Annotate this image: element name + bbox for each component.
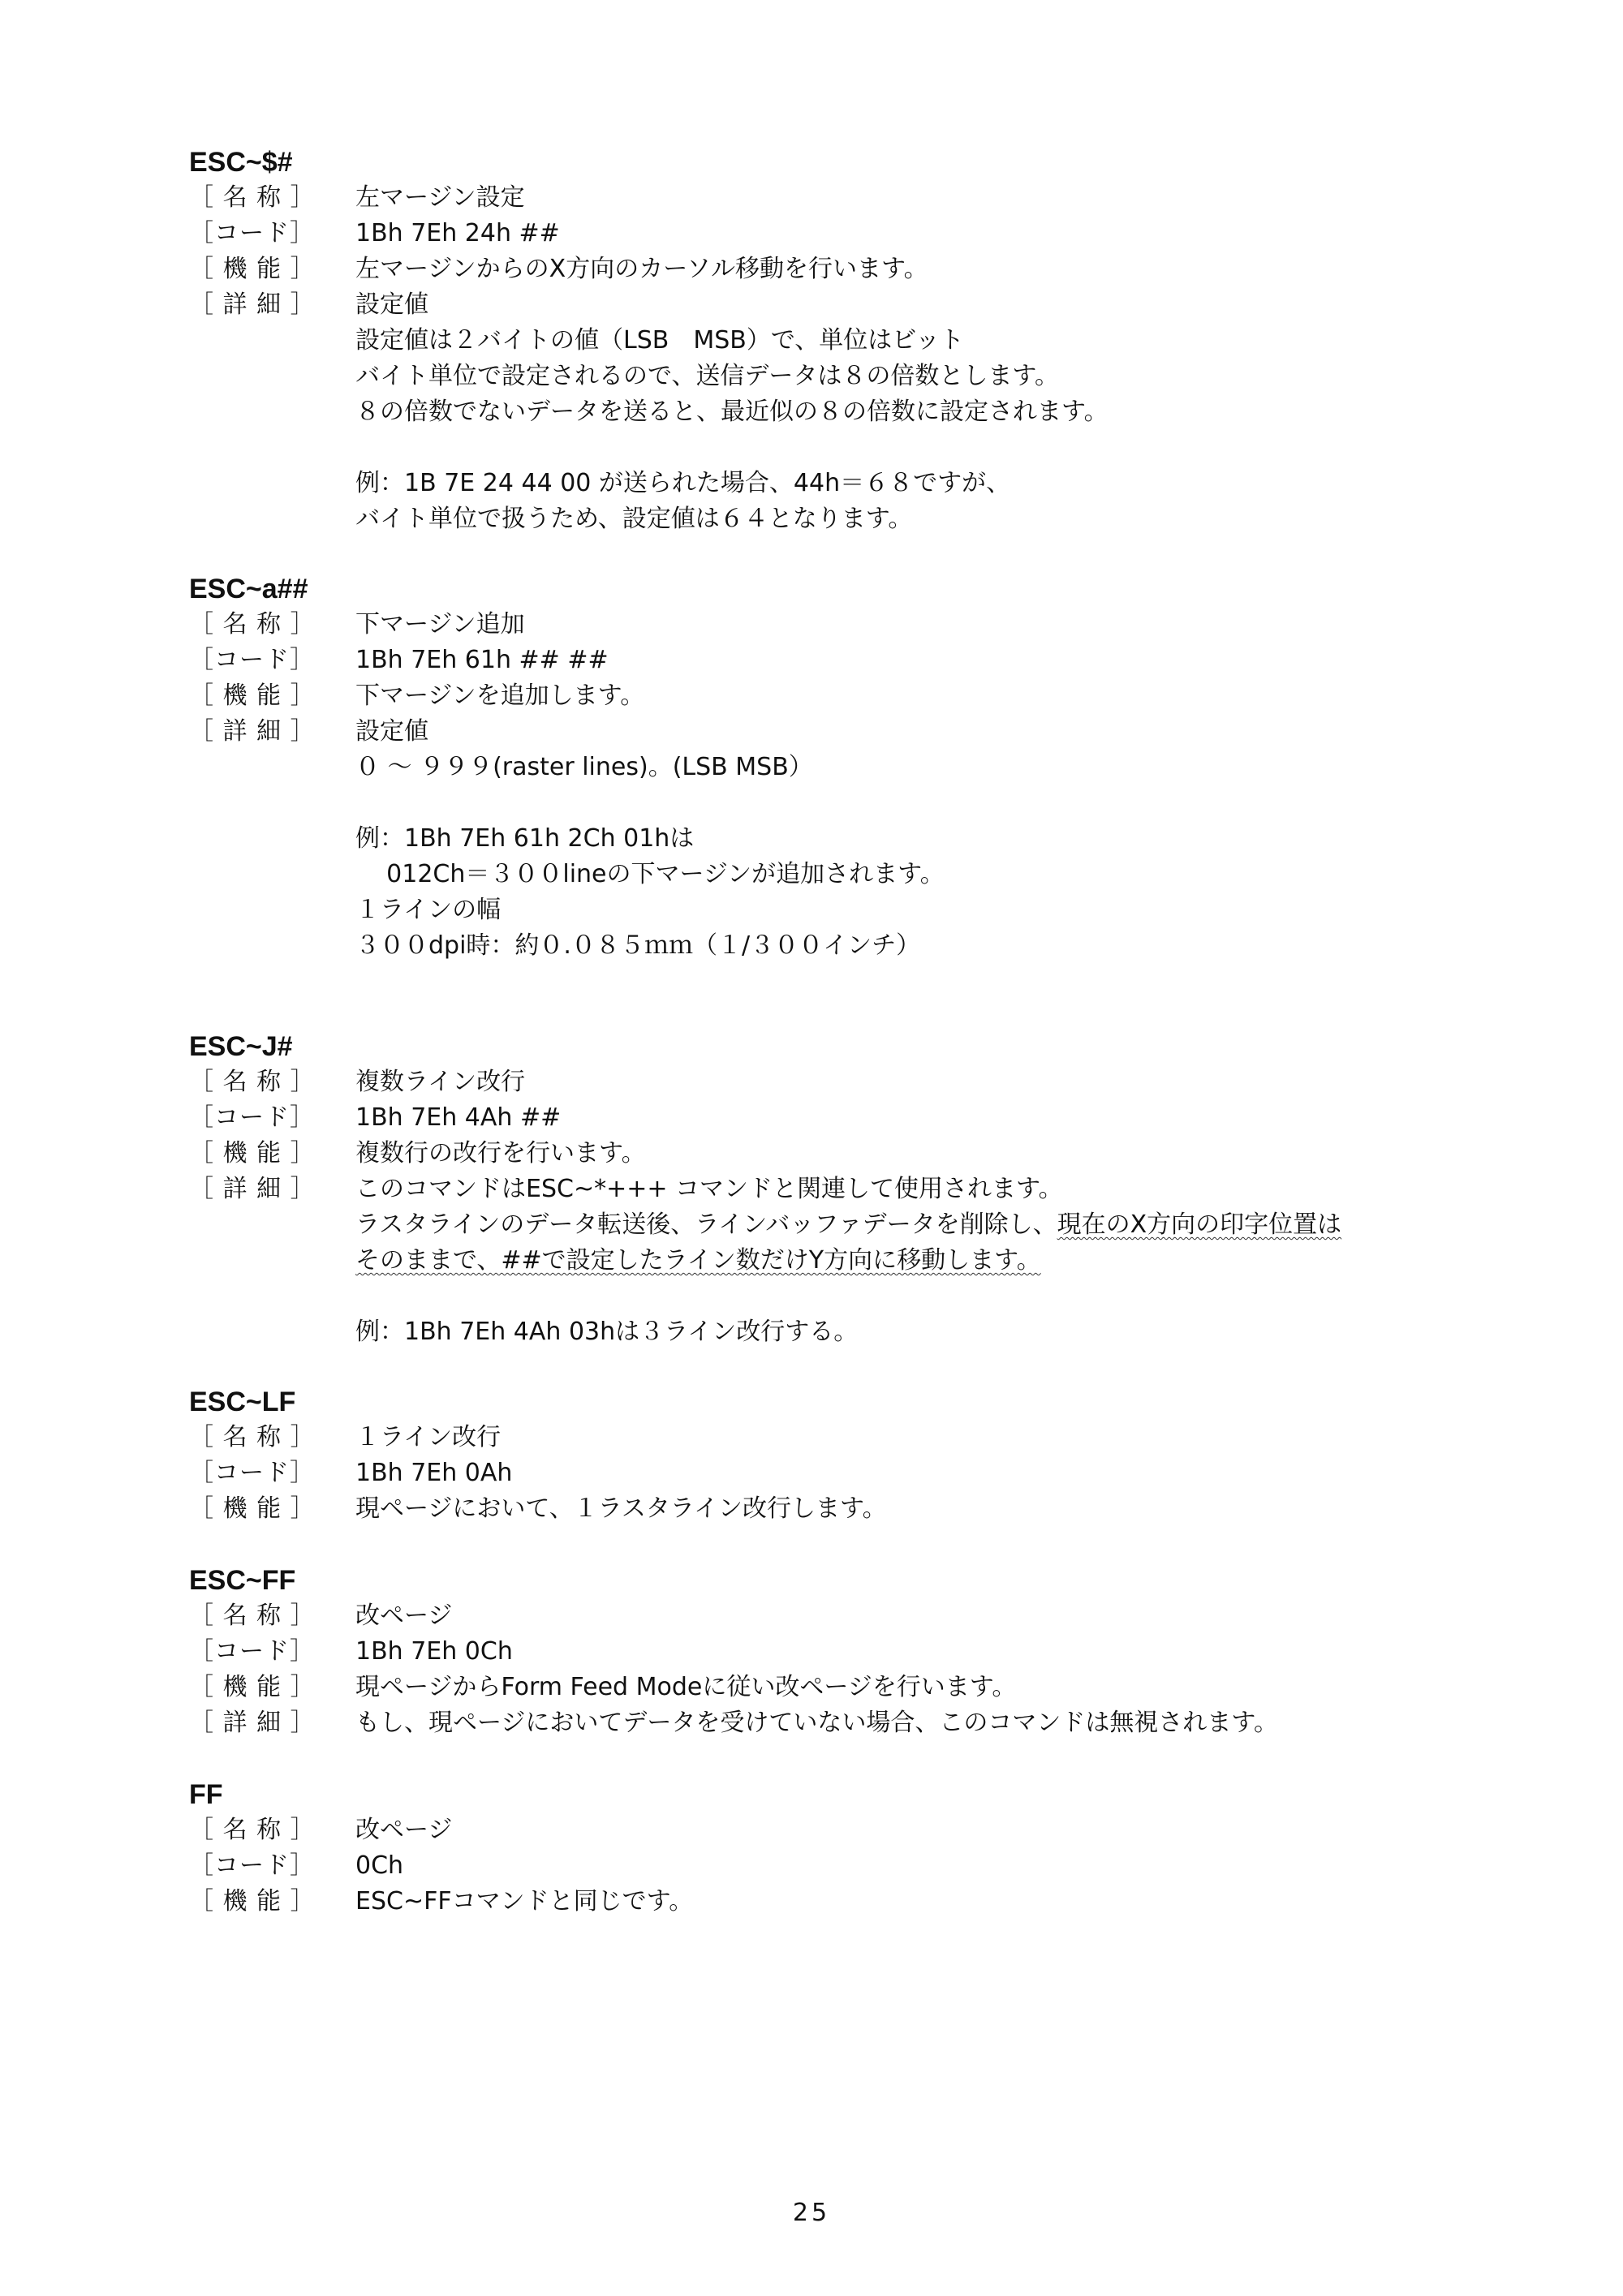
example-line: 例：1B 7E 24 44 00 が送られた場合、44h＝６８ですが、: [355, 469, 1011, 497]
detail-line: ０ ～ ９９９(raster lines)。(LSB MSB）: [355, 753, 813, 781]
detail-row: [189, 1705, 1585, 1741]
function-row: [189, 1491, 1585, 1527]
function-value: 現ページからForm Feed Modeに従い改ページを行います。: [355, 1673, 1017, 1701]
code-value: 1Bh 7Eh 0Ch: [355, 1637, 513, 1666]
blank-line: [189, 430, 1585, 466]
name-value: 複数ライン改行: [355, 1068, 526, 1096]
command-section-esc-ff: [189, 1563, 1585, 1741]
code-value: 1Bh 7Eh 0Ah: [355, 1459, 513, 1487]
name-row: [189, 607, 1585, 643]
function-value: 左マージンからのX方向のカーソル移動を行います。: [355, 255, 928, 283]
detail-label: ［ 詳 細 ］: [189, 717, 316, 746]
name-label: ［ 名 称 ］: [189, 183, 316, 212]
function-row: [189, 678, 1585, 714]
function-value: ESC~FFコマンドと同じです。: [355, 1887, 694, 1915]
function-label: ［ 機 能 ］: [189, 1139, 316, 1167]
command-title: ESC~J#: [189, 1031, 293, 1062]
detail-value: 設定値: [355, 717, 428, 746]
code-label: ［コード］: [189, 1851, 315, 1880]
name-value: 左マージン設定: [355, 183, 525, 212]
code-value: 1Bh 7Eh 4Ah ##: [355, 1103, 562, 1132]
function-label: ［ 機 能 ］: [189, 1494, 316, 1523]
code-label: ［コード］: [189, 219, 315, 247]
command-title: ESC~a##: [189, 574, 308, 604]
page-number: 25: [792, 2199, 831, 2227]
detail-line: [189, 1243, 1585, 1279]
function-value: 下マージンを追加します。: [355, 681, 645, 710]
command-section-esc-lf: [189, 1384, 1585, 1527]
blank-line: [189, 1279, 1585, 1314]
underlined-text: 現在のX方向の印字位置は: [1057, 1210, 1342, 1239]
detail-line: ３００dpi時：約０.０８５ｍｍ（１/３００インチ）: [355, 931, 921, 960]
command-title: FF: [189, 1779, 223, 1810]
code-row: [189, 1455, 1585, 1491]
code-label: ［コード］: [189, 646, 315, 674]
underlined-text: そのままで、##で設定したライン数だけY方向に移動します。: [355, 1246, 1041, 1275]
example-line: バイト単位で扱うため、設定値は６４となります。: [355, 505, 913, 533]
example-line: 例：1Bh 7Eh 4Ah 03hは３ライン改行する。: [355, 1318, 859, 1346]
name-value: １ライン改行: [355, 1423, 502, 1451]
code-row: [189, 1848, 1585, 1884]
code-label: ［コード］: [189, 1459, 315, 1487]
command-section-ff: [189, 1777, 1585, 1920]
command-title: ESC~$#: [189, 147, 293, 178]
detail-label: ［ 詳 細 ］: [189, 1175, 316, 1203]
detail-label: ［ 詳 細 ］: [189, 1709, 316, 1737]
code-row: [189, 643, 1585, 678]
function-value: 現ページにおいて、１ラスタライン改行します。: [355, 1494, 887, 1523]
name-label: ［ 名 称 ］: [189, 1068, 316, 1096]
name-value: 改ページ: [355, 1816, 453, 1844]
function-row: [189, 1136, 1585, 1172]
code-value: 1Bh 7Eh 24h ##: [355, 219, 560, 247]
command-section-esc-dollar: [189, 144, 1585, 537]
function-row: [189, 1884, 1585, 1920]
name-label: ［ 名 称 ］: [189, 1816, 316, 1844]
name-label: ［ 名 称 ］: [189, 1602, 316, 1630]
name-row: [189, 1598, 1585, 1634]
name-row: [189, 1420, 1585, 1455]
detail-line: [189, 1207, 1585, 1243]
function-value: 複数行の改行を行います。: [355, 1139, 646, 1167]
name-value: 下マージン追加: [355, 610, 525, 638]
code-label: ［コード］: [189, 1103, 315, 1132]
detail-value: 設定値: [355, 290, 428, 319]
code-row: [189, 216, 1585, 252]
name-row: [189, 180, 1585, 216]
name-value: 改ページ: [355, 1602, 453, 1630]
detail-value: このコマンドはESC~*+++ コマンドと関連して使用されます。: [355, 1175, 1063, 1203]
code-label: ［コード］: [189, 1637, 315, 1666]
detail-line: 設定値は２バイトの値（LSB MSB）で、単位はビット: [355, 326, 965, 355]
name-label: ［ 名 称 ］: [189, 610, 316, 638]
command-section-esc-a: [189, 571, 1585, 964]
function-label: ［ 機 能 ］: [189, 1673, 316, 1701]
code-value: 1Bh 7Eh 61h ## ##: [355, 646, 609, 674]
name-row: [189, 1064, 1585, 1100]
example-line: 例：1Bh 7Eh 61h 2Ch 01hは: [355, 824, 695, 853]
function-label: ［ 機 能 ］: [189, 681, 316, 710]
detail-row: [189, 1172, 1585, 1207]
detail-label: ［ 詳 細 ］: [189, 290, 316, 319]
command-title: ESC~FF: [189, 1565, 296, 1596]
detail-text: ラスタラインのデータ転送後、ラインバッファデータを削除し、: [355, 1210, 1057, 1239]
detail-value: もし、現ページにおいてデータを受けていない場合、このコマンドは無視されます。: [355, 1709, 1278, 1737]
code-row: [189, 1634, 1585, 1670]
detail-line: バイト単位で設定されるので、送信データは８の倍数とします。: [355, 362, 1059, 390]
function-row: [189, 1670, 1585, 1705]
code-row: [189, 1100, 1585, 1136]
function-label: ［ 機 能 ］: [189, 255, 316, 283]
blank-line: [189, 785, 1585, 821]
name-label: ［ 名 称 ］: [189, 1423, 316, 1451]
detail-row: [189, 714, 1585, 750]
code-value: 0Ch: [355, 1851, 404, 1880]
function-label: ［ 機 能 ］: [189, 1887, 316, 1915]
command-section-esc-j: [189, 1029, 1585, 1350]
command-title: ESC~LF: [189, 1387, 296, 1417]
detail-row: [189, 287, 1585, 323]
name-row: [189, 1812, 1585, 1848]
detail-line: ８の倍数でないデータを送ると、最近似の８の倍数に設定されます。: [355, 398, 1109, 426]
function-row: [189, 252, 1585, 287]
detail-line: １ラインの幅: [355, 896, 502, 924]
example-line: 012Ch＝３００lineの下マージンが追加されます。: [355, 860, 945, 888]
